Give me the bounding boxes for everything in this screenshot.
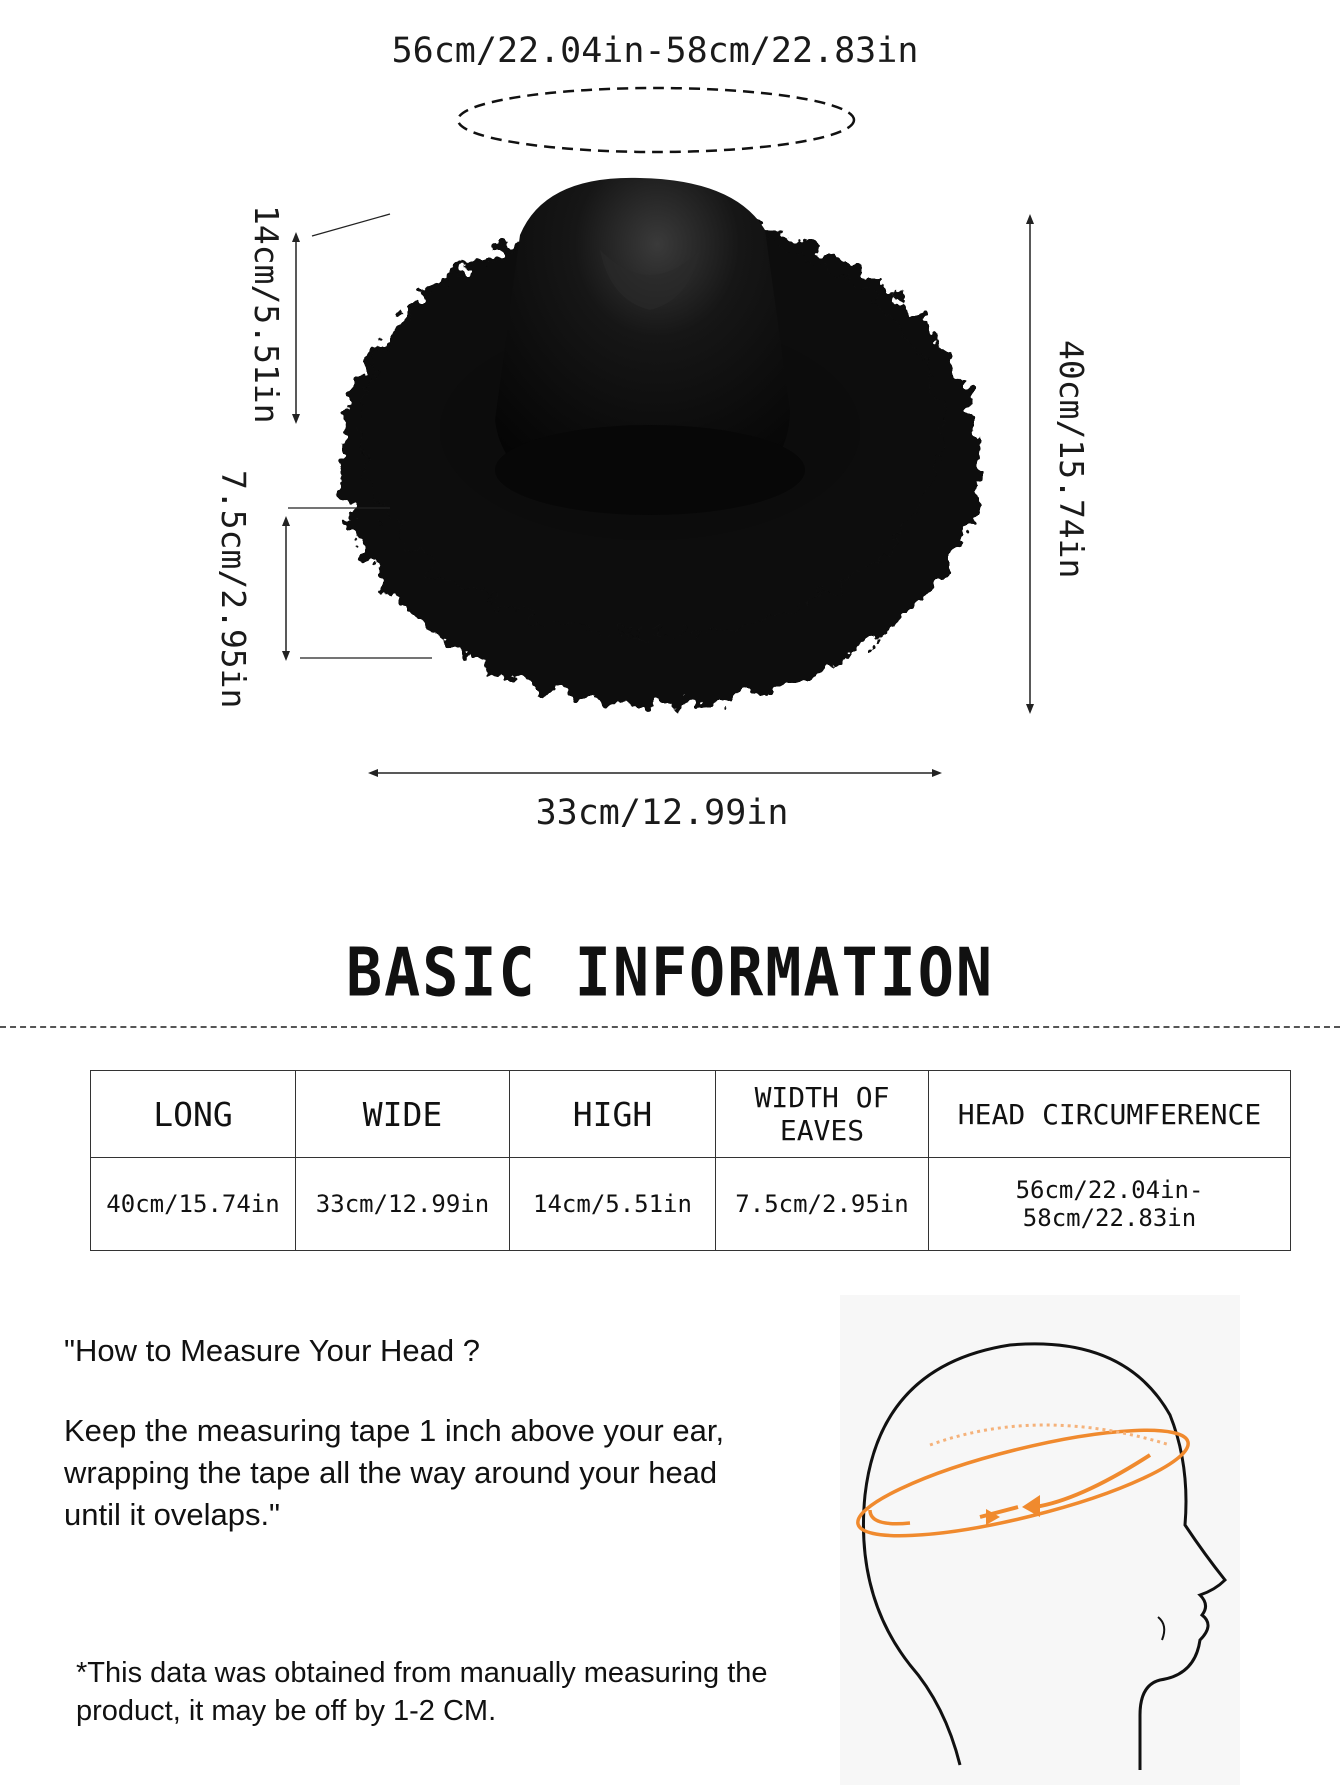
value-high: 14cm/5.51in [510, 1158, 716, 1251]
cowboy-hat-illustration [340, 178, 980, 705]
value-head-circumference: 56cm/22.04in-58cm/22.83in [929, 1158, 1291, 1251]
head-circumference-ellipse [458, 88, 854, 152]
measure-instruction: Keep the measuring tape 1 inch above your ear, wrapping the tape all the way around your head until it ovelaps." [64, 1413, 725, 1532]
long-label: 40cm/15.74in [1052, 340, 1091, 579]
header-wide: WIDE [296, 1071, 510, 1158]
eaves-label: 7.5cm/2.95in [214, 470, 253, 709]
basic-information-title: BASIC INFORMATION [345, 933, 995, 1013]
spec-header-row [91, 1071, 1291, 1158]
header-long: LONG [91, 1071, 296, 1158]
dashed-divider [0, 1026, 1340, 1028]
value-long: 40cm/15.74in [91, 1158, 296, 1251]
head-circumference-label: 56cm/22.04in-58cm/22.83in [391, 31, 919, 71]
spec-table [90, 1070, 1291, 1251]
high-label: 14cm/5.51in [247, 205, 286, 424]
header-high: HIGH [510, 1071, 716, 1158]
spec-value-row [91, 1158, 1291, 1251]
head-silhouette-icon [840, 1295, 1240, 1785]
hat-dimension-diagram [0, 0, 1340, 860]
measure-instructions [64, 1330, 764, 1574]
measurement-disclaimer: *This data was obtained from manually measuring the product, it may be off by 1-2 CM. [76, 1657, 768, 1727]
measure-question: "How to Measure Your Head ? [64, 1333, 480, 1368]
value-wide: 33cm/12.99in [296, 1158, 510, 1251]
header-width-of-eaves: WIDTH OF EAVES [716, 1071, 929, 1158]
header-head-circumference: HEAD CIRCUMFERENCE [929, 1071, 1291, 1158]
value-width-of-eaves: 7.5cm/2.95in [716, 1158, 929, 1251]
wide-label: 33cm/12.99in [535, 793, 789, 833]
